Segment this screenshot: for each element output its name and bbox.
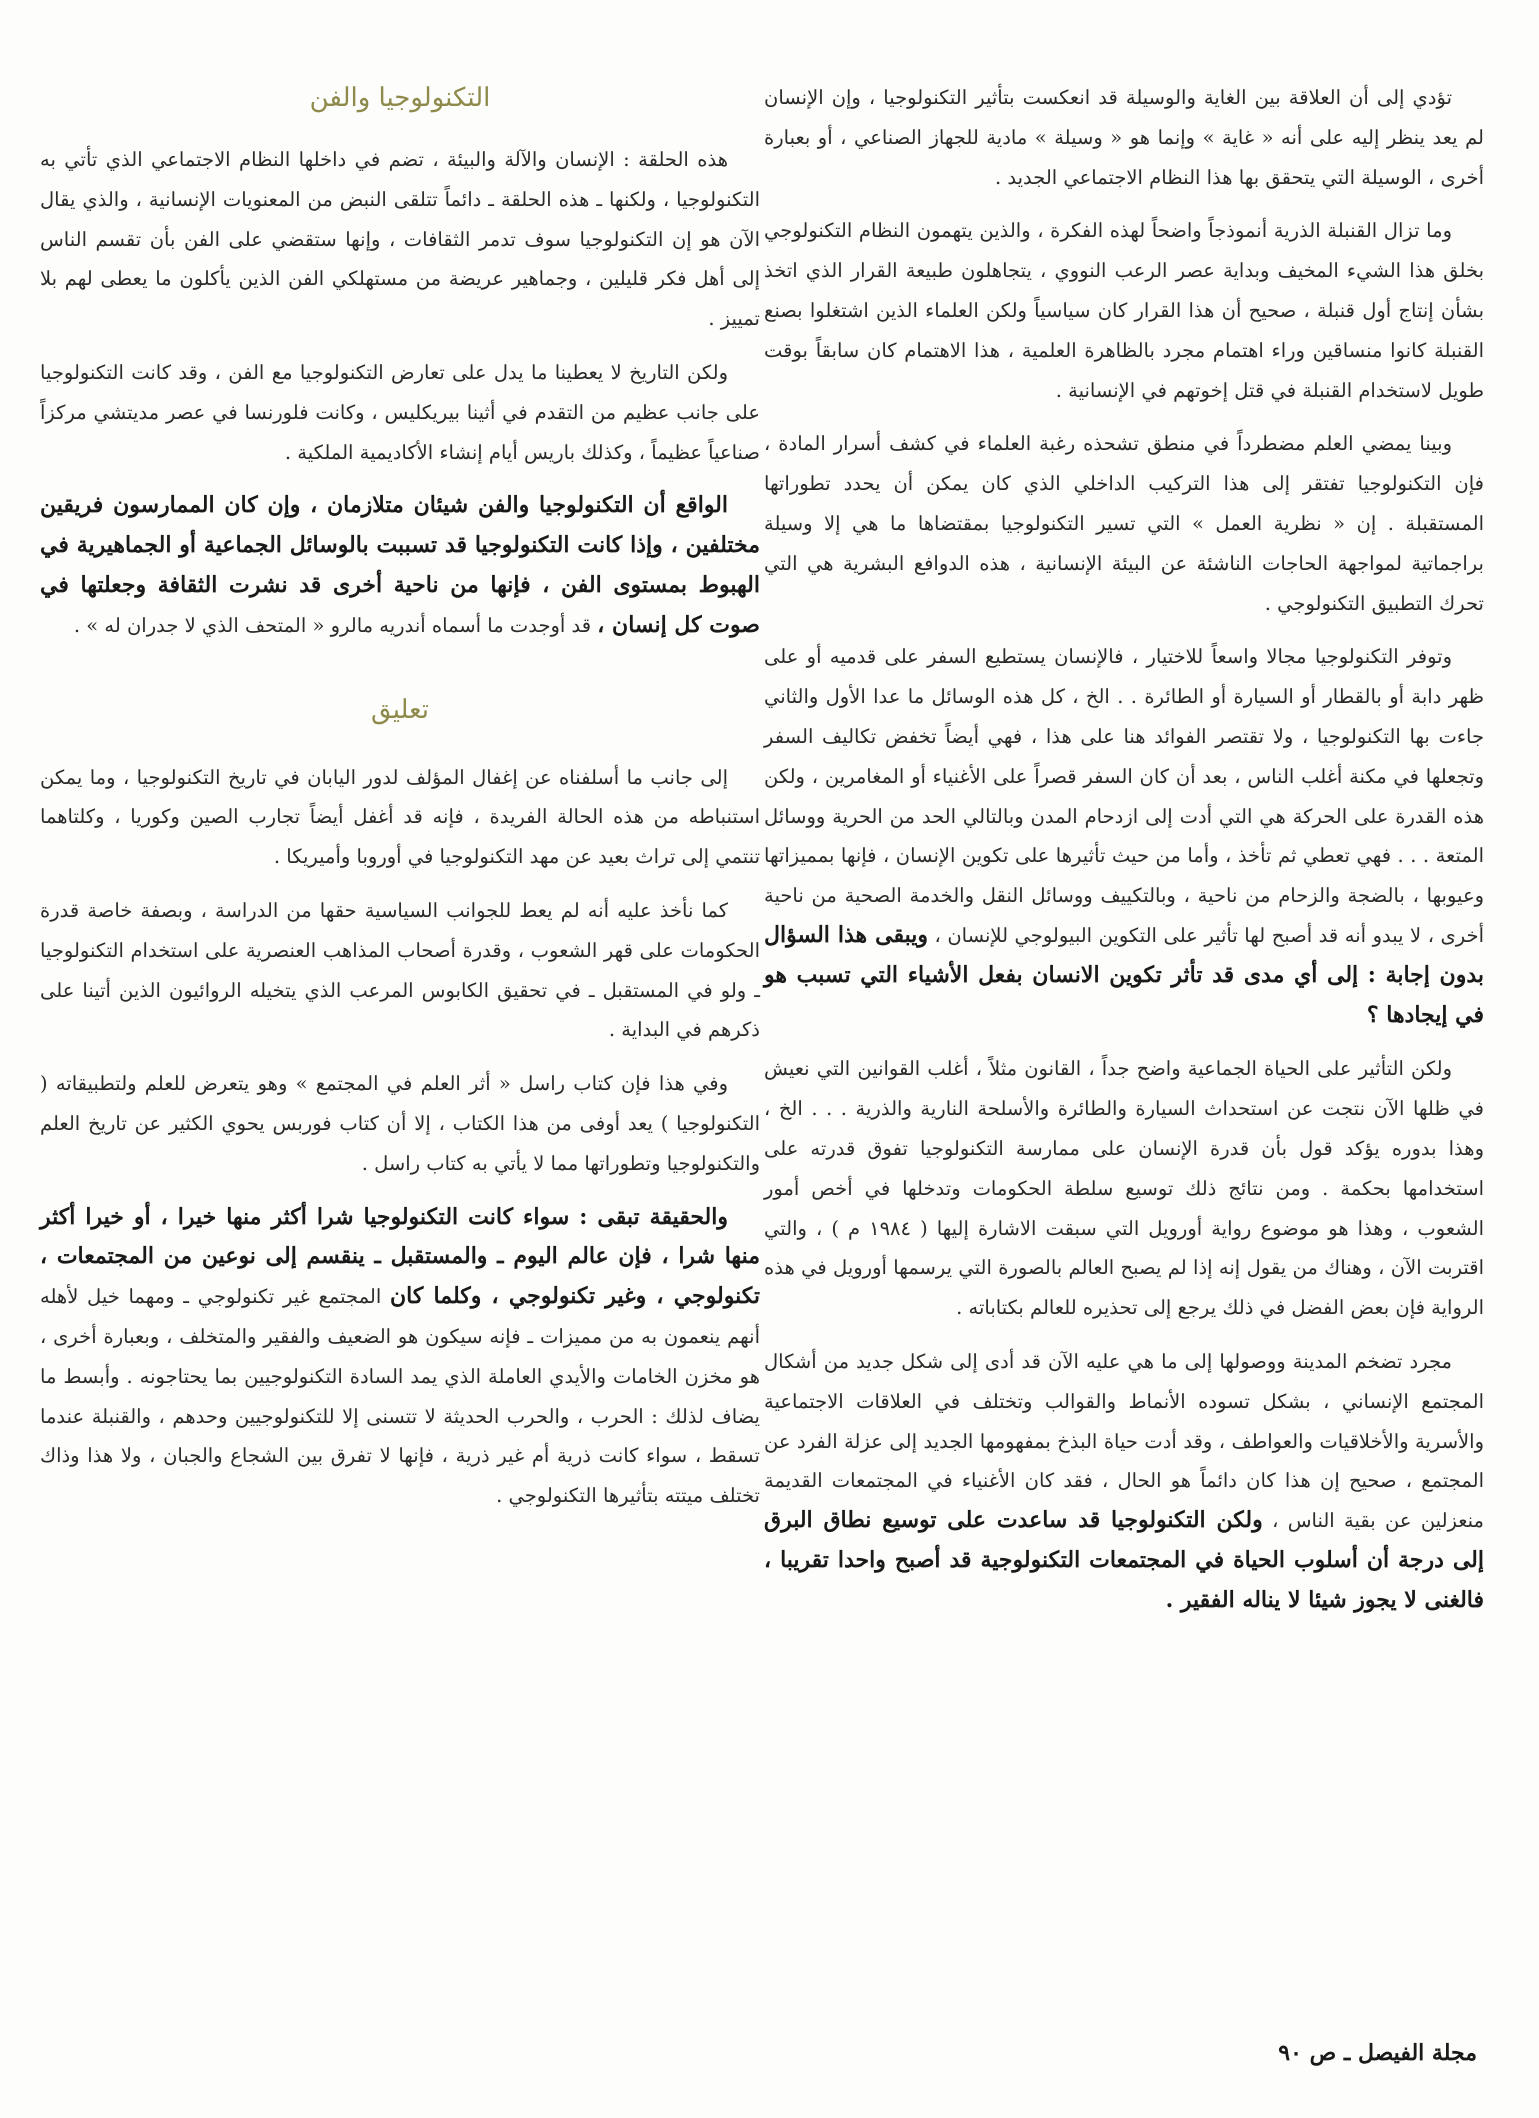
section-heading-comment: تعليق [371,694,429,725]
section-heading: التكنولوجيا والفن [309,83,491,113]
paragraph [40,486,760,645]
page-footer: مجلة الفيصل ـ ص ٩٠ [1278,2040,1477,2066]
bold-statement: الواقع أن التكنولوجيا والفن شيئان متلازمان ، وإن كان الممارسون فريقين مختلفين ، وإذا كانت التكنولوجيا قد تسببت بالوسائل الجماعية أو الجماهيرية في الهبوط بمستوى الفن ، فإنها من ناحية أخرى قد نشرت الثقافة وجعلتها في صوت كل إنسان ، [40,492,760,638]
paragraph-text: المجتمع غير تكنولوجي ـ ومهما خيل لأهله أنهم ينعمون به من مميزات ـ فإنه سيكون هو الضعيف والفقير والمتخلف ، وبعبارة أخرى ، هو مخزن الخامات والأيدي العاملة الذي يمد السادة التكنولوجيين بما يحتاجونه . وأبسط ما يضاف لذلك : الحرب ، والحرب الحديثة لا تتسنى إلا للتكنولوجيين وحدهم ، والقنبلة عندما تسقط ، سواء كانت ذرية أم غير ذرية ، فإنها لا تفرق بين الشجاع والجبان ، ولا هذا وذاك تختلف ميتته بتأثيرها التكنولوجي . [40,1285,760,1508]
bold-statement: ولكن التكنولوجيا قد ساعدت على توسيع نطاق البرق إلى درجة أن أسلوب الحياة في المجتمعات التكنولوجية قد أصبح واحدا تقريبا ، فالغنى لا يجوز شيئا لا يناله الفقير . [764,1507,1484,1613]
paragraph: وبينا يمضي العلم مضطرداً في منطق تشحذه رغبة العلماء في كشف أسرار المادة ، فإن التكنولوجيا تفتقر إلى هذا التركيب الداخلي الذي كان يمكن أن يحدد تطوراتها المستقبلة . إن « نظرية العمل » التي تسير التكنولوجيا بمقتضاها ما هي إلا وسيلة براجماتية لمواجهة الحاجات الناشئة عن البيئة الإنسانية ، هذه الدوافع البشرية هي التي تحرك التطبيق التكنولوجي . [764,432,1484,615]
paragraph: ولكن التاريخ لا يعطينا ما يدل على تعارض التكنولوجيا مع الفن ، وقد كانت التكنولوجيا على جانب عظيم من التقدم في أثينا بيريكليس ، وكانت فلورنسا في عصر مديتشي مركزاً صناعياً عظيماً ، وكذلك باريس أيام إنشاء الأكاديمية الملكية . [40,360,760,464]
paragraph: تؤدي إلى أن العلاقة بين الغاية والوسيلة قد انعكست بتأثير التكنولوجيا ، وإن الإنسان لم يعد ينظر إليه على أنه « غاية » وإنما هو « وسيلة » مادية للجهاز الصناعي ، أو بعبارة أخرى ، الوسيلة التي يتحقق بها هذا النظام الاجتماعي الجديد . [764,86,1484,189]
right-column [764,78,1484,1634]
paragraph [764,1342,1484,1621]
paragraph-text: وتوفر التكنولوجيا مجالا واسعاً للاختيار ، فالإنسان يستطيع السفر على قدميه أو على ظهر دابة أو بالقطار أو السيارة أو الطائرة . . الخ ، كل هذه الوسائل ما عدا الأول والثاني جاءت بها التكنولوجيا ، ولا تقتصر الفوائد هنا على هذا ، فهي أيضاً تخفض تكاليف السفر وتجعلها في مكنة أغلب الناس ، بعد أن كان السفر قصراً على الأغنياء أو المغامرين ، ولكن هذه القدرة على الحركة هي التي أدت إلى ازدحام المدن وبالتالي الحد من الحرية ووسائل المتعة . . . فهي تعطي ثم تأخذ ، وأما من حيث تأثيرها على تكوين الإنسان ، فإنها بمميزاتها وعيوبها ، بالضجة والزحام من ناحية ، وبالتكييف ووسائل النقل والخدمة الصحية من ناحية أخرى ، لا يبدو أنه قد أصبح لها تأثير على التكوين البيولوجي للإنسان ، [764,645,1485,947]
paragraph-text: قد أوجدت ما أسماه أندريه مالرو « المتحف الذي لا جدران له » . [73,613,592,637]
bold-question: ويبقى هذا السؤال بدون إجابة : إلى أي مدى قد تأثر تكوين الانسان بفعل الأشياء التي تسبب هو في إيجادها ؟ [764,921,1484,1028]
paragraph: ولكن التأثير على الحياة الجماعية واضح جداً ، القانون مثلاً ، أغلب القوانين التي نعيش في ظلها الآن نتجت عن استحداث السيارة والطائرة والأسلحة النارية والذرية . . . الخ ، وهذا بدوره يؤكد قول بأن قدرة الإنسان على ممارسة التكنولوجيا تفوق قدرته على استخدامها بحكمة . ومن نتائج ذلك توسيع سلطة الحكومات وتدخلها في أخص أمور الشعوب ، وهذا هو موضوع رواية أورويل التي سبقت الاشارة إليها ( ١٩٨٤ م ) ، والتي اقتربت الآن ، وهناك من يقول إنه إذا لم يصبح العالم بالصورة التي يرسمها أورويل في هذه الرواية فإن بعض الفضل في ذلك يرجع إلى تحذيره للعالم بكتاباته . [764,1057,1484,1320]
left-column [40,78,760,1530]
paragraph: وما تزال القنبلة الذرية أنموذجاً واضحاً لهذه الفكرة ، والذين يتهمون النظام التكنولوجي بخلق هذا الشيء المخيف وبداية عصر الرعب النووي ، يتجاهلون طبيعة القرار الذي اتخذ بشأن إنتاج أول قنبلة ، صحيح أن هذا القرار كان سياسياً ولكن العلماء الذين اشتغلوا بصنع القنبلة كانوا منساقين وراء اهتمام مجرد بالظاهرة العلمية ، هذا الاهتمام كان سابقاً بوقت طويل لاستخدام القنبلة في قتل إخوتهم في الإنسانية . [764,219,1484,402]
paragraph [764,637,1484,1035]
paragraph-text: مجرد تضخم المدينة ووصولها إلى ما هي عليه الآن قد أدى إلى شكل جديد من أشكال المجتمع الإنساني ، بشكل تسوده الأنماط والقوالب وتختلف في العلاقات الاجتماعية والأسرية والأخلاقيات والعواطف ، وقد أدت حياة البذخ بمفهومها الجديد إلى عزلة الفرد عن المجتمع ، صحيح إن هذا كان دائماً هو الحال ، فقد كان الأغنياء في المجتمعات القديمة منعزلين عن بقية الناس ، [764,1349,1485,1533]
paragraph: إلى جانب ما أسلفناه عن إغفال المؤلف لدور اليابان في تاريخ التكنولوجيا ، وما يمكن استنباطه من هذه الحالة الفريدة ، فإنه قد أغفل أيضاً تجارب الصين وكوريا ، وكلتاهما تنتمي إلى تراث بعيد عن مهد التكنولوجيا في أوروبا وأميريكا . [40,765,760,869]
paragraph [40,1198,760,1516]
paragraph: هذه الحلقة : الإنسان والآلة والبيئة ، تضم في داخلها النظام الاجتماعي الذي تأتي به التكنولوجيا ، ولكنها ـ هذه الحلقة ـ دائماً تتلقى النبض من المعنويات الإنسانية ، والذي يقال الآن هو إن التكنولوجيا سوف تدمر الثقافات ، وإنها ستقضي على الفن بأن تقسم الناس إلى أهل فكر قليلين ، وجماهير عريضة من مستهلكي الفن الذين يأكلون ما يعطى لهم بلا تمييز . [40,148,760,331]
bold-statement: والحقيقة تبقى : سواء كانت التكنولوجيا شرا أكثر منها خيرا ، أو خيرا أكثر منها شرا ، فإن عالم اليوم ـ والمستقبل ـ ينقسم إلى نوعين من المجتمعات ، تكنولوجي ، وغير تكنولوجي ، وكلما كان [40,1203,760,1310]
paragraph: كما نأخذ عليه أنه لم يعط للجوانب السياسية حقها من الدراسة ، وبصفة خاصة قدرة الحكومات على قهر الشعوب ، وقدرة أصحاب المذاهب العنصرية على استخدام التكنولوجيا ـ ولو في المستقبل ـ في تحقيق الكابوس المرعب الذي يتخيله الروائيون الذين أتينا على ذكرهم في البداية . [40,898,760,1042]
paragraph: وفي هذا فإن كتاب راسل « أثر العلم في المجتمع » وهو يتعرض للعلم ولتطبيقاته ( التكنولوجيا ) يعد أوفى من هذا الكتاب ، إلا أن كتاب فوربس يحوي الكثير عن تاريخ العلم والتكنولوجيا وتطوراتها مما لا يأتي به كتاب راسل . [40,1072,760,1175]
